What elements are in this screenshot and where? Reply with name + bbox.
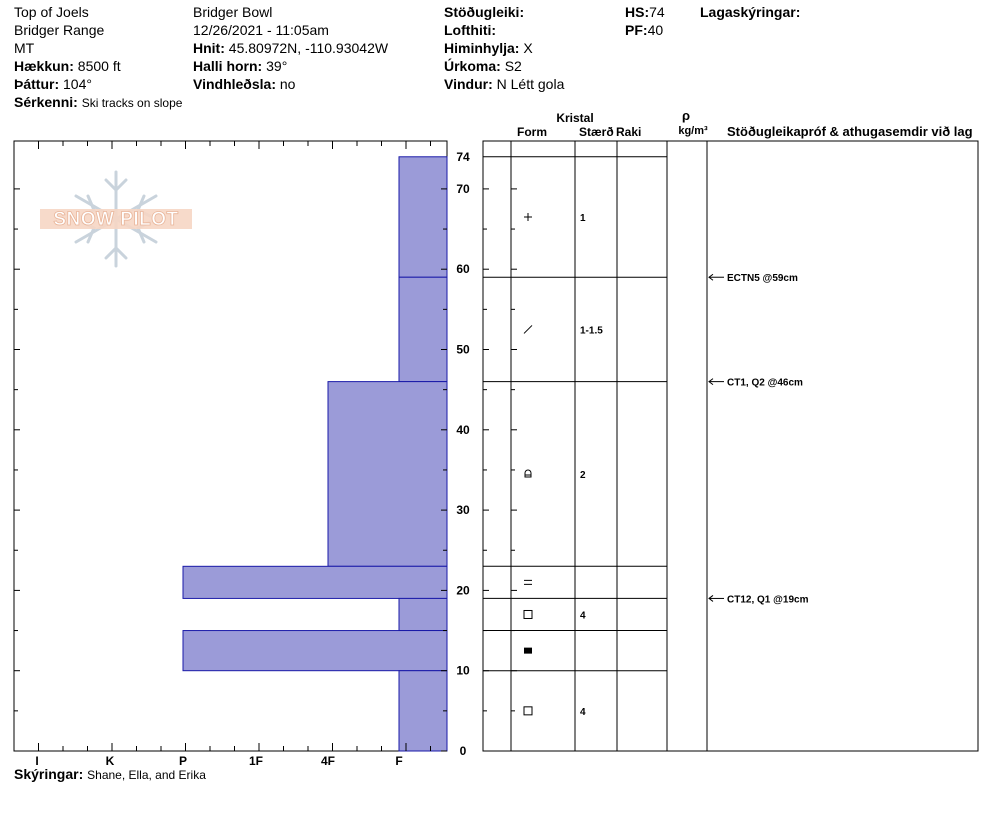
stability-test-2 <box>709 594 809 605</box>
range: Bridger Range <box>14 22 105 38</box>
plus-icon <box>524 213 532 221</box>
open-square-icon <box>524 610 532 618</box>
test-label-2: CT12, Q1 @19cm <box>727 594 809 606</box>
equals-icon <box>524 580 532 584</box>
elevation: Hækkun: 8500 ft <box>14 58 121 74</box>
hardness-label-I: I <box>35 754 39 768</box>
hardness-bar-1 <box>399 277 447 381</box>
air-temp: Lofthiti: <box>444 22 497 38</box>
depth-label-30: 30 <box>456 503 470 518</box>
comments-header: Stöðugleikapróf & athugasemdir við lag <box>727 124 973 139</box>
wind-loading: Vindhleðsla: no <box>193 76 296 92</box>
open-square-icon <box>524 707 532 715</box>
depth-label-10: 10 <box>456 663 470 678</box>
depth-label-74: 74 <box>456 149 470 164</box>
location: Top of Joels <box>14 4 89 20</box>
slash-icon <box>524 325 532 333</box>
logo-text: SNOW PILOT <box>53 209 179 230</box>
crystal-size-1: 1-1.5 <box>580 325 603 337</box>
features: Sérkenni: Ski tracks on slope <box>14 94 183 110</box>
hardness-bar-0 <box>399 157 447 277</box>
test-label-0: ECTN5 @59cm <box>727 273 798 285</box>
depth-label-40: 40 <box>456 422 470 437</box>
snowpilot-logo <box>40 172 192 266</box>
area: Bridger Bowl <box>193 4 273 20</box>
hardness-bar-6 <box>399 671 447 751</box>
test-label-1: CT1, Q2 @46cm <box>727 377 803 389</box>
depth-label-50: 50 <box>456 342 470 357</box>
hardness-label-1F: 1F <box>248 754 264 768</box>
aspect: Þáttur: 104° <box>14 76 92 92</box>
size-header: Stærð <box>579 125 614 139</box>
slope-angle: Halli horn: 39° <box>193 58 288 74</box>
hardness-label-4F: 4F <box>320 754 336 768</box>
layer-notes-label: Lagaskýringar: <box>700 4 801 20</box>
state: MT <box>14 40 35 56</box>
crystal-size-2: 2 <box>580 469 586 481</box>
rounded-facet-icon <box>525 470 531 477</box>
crystal-size-6: 4 <box>580 706 586 718</box>
depth-label-70: 70 <box>456 181 470 196</box>
hardness-bar-2 <box>328 382 447 567</box>
hardness-bar-3 <box>183 566 447 598</box>
depth-label-20: 20 <box>456 583 470 598</box>
coords: Hnit: 45.80972N, -110.93042W <box>193 40 389 56</box>
hardness-bar-5 <box>183 631 447 671</box>
moisture-header: Raki <box>616 125 642 139</box>
wind: Vindur: N Létt gola <box>444 76 565 92</box>
hardness-label-F: F <box>395 754 403 768</box>
datetime: 12/26/2021 - 11:05am <box>193 22 329 38</box>
crystal-size-0: 1 <box>580 213 586 225</box>
density-unit-header: kg/m³ <box>678 125 708 137</box>
hardness-bar-4 <box>399 598 447 630</box>
filled-square-icon <box>524 648 532 654</box>
crystal-table <box>483 141 978 751</box>
form-header: Form <box>517 125 547 139</box>
pf: PF:40 <box>625 22 664 38</box>
stability: Stöðugleiki: <box>444 4 525 20</box>
depth-label-60: 60 <box>456 262 470 277</box>
hs: HS:74 <box>625 4 665 20</box>
rho-header: ρ <box>681 108 691 123</box>
hardness-label-K: K <box>105 754 115 768</box>
stability-test-1 <box>709 378 803 389</box>
crystal-size-4: 4 <box>580 610 586 622</box>
stability-test-0 <box>709 273 798 284</box>
precipitation: Úrkoma: S2 <box>444 58 522 74</box>
hardness-label-P: P <box>178 754 188 768</box>
observers: Skýringar: Shane, Ella, and Erika <box>14 766 206 782</box>
sky-cover: Himinhylja: X <box>444 40 533 56</box>
kristal-header: Kristal <box>556 111 594 125</box>
depth-label-0: 0 <box>459 744 467 758</box>
